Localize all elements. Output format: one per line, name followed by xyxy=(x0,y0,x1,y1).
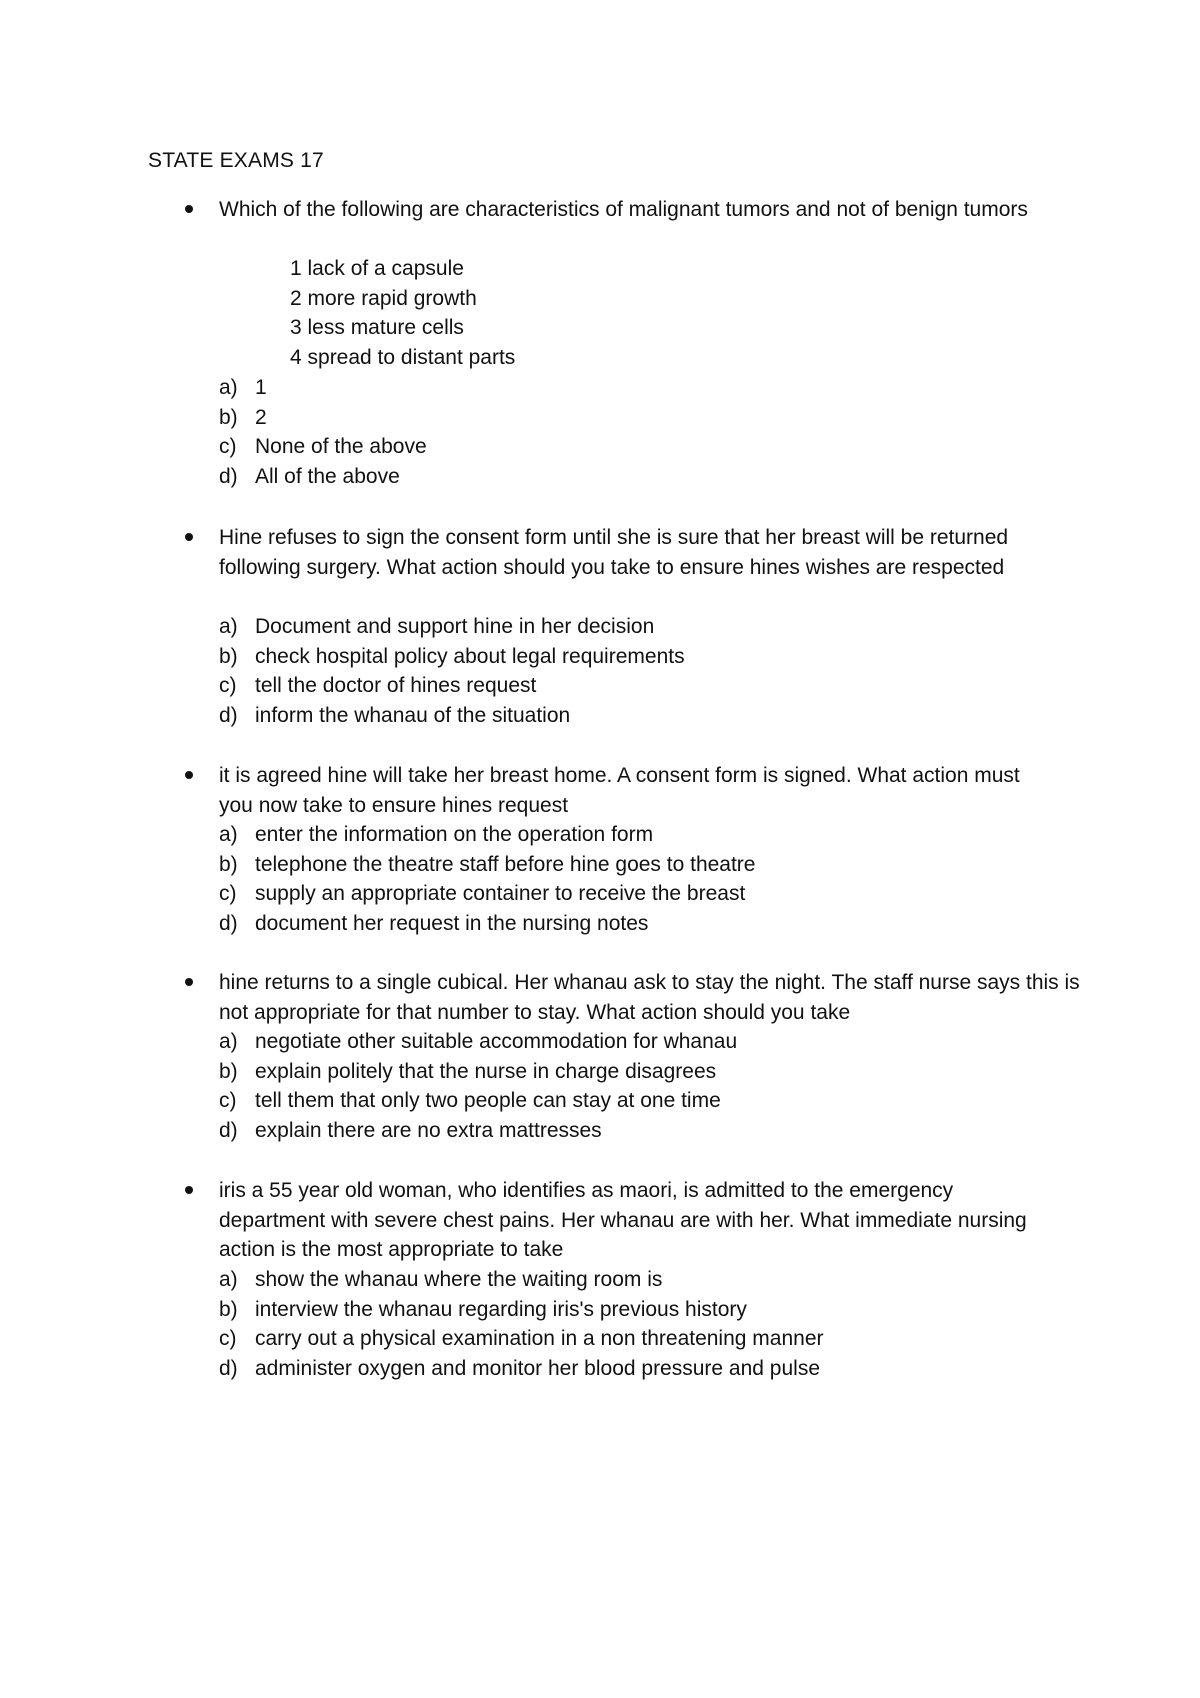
option-letter: b) xyxy=(219,852,238,876)
option-letter: b) xyxy=(219,644,238,668)
answer-option xyxy=(0,1027,1200,1057)
option-text: explain politely that the nurse in charge disagrees xyxy=(255,1059,717,1083)
option-text: carry out a physical examination in a non threatening manner xyxy=(255,1327,824,1351)
option-letter: c) xyxy=(219,882,237,906)
answer-option xyxy=(0,642,1200,672)
option-text: None of the above xyxy=(255,435,427,459)
option-text: supply an appropriate container to receive the breast xyxy=(255,882,746,906)
question-text: it is agreed hine will take her breast home. A consent form is signed. What action must you now take to ensure hines request xyxy=(219,764,1020,817)
option-letter: d) xyxy=(219,912,238,936)
answer-options xyxy=(0,1265,1200,1384)
answer-option xyxy=(0,820,1200,850)
answer-option xyxy=(0,462,1200,492)
answer-option xyxy=(0,612,1200,642)
answer-option xyxy=(0,1354,1200,1384)
answer-option xyxy=(0,1265,1200,1295)
answer-option xyxy=(0,850,1200,880)
answer-option xyxy=(0,1295,1200,1325)
answer-option xyxy=(0,1086,1200,1116)
option-letter: a) xyxy=(219,1268,238,1291)
answer-options xyxy=(0,612,1200,731)
option-letter: c) xyxy=(219,674,237,698)
question-text: Hine refuses to sign the consent form until she is sure that her breast will be returned following surgery. What action should you take to ensure hines wishes are respected xyxy=(219,526,1009,579)
option-letter: d) xyxy=(219,704,238,728)
option-text: enter the information on the operation form xyxy=(255,823,654,846)
criteria-item: 1 lack of a capsule xyxy=(290,257,464,280)
document-title: STATE EXAMS 17 xyxy=(148,149,324,172)
answer-option xyxy=(0,1324,1200,1354)
answer-option xyxy=(0,671,1200,701)
option-letter: a) xyxy=(219,823,238,846)
option-letter: c) xyxy=(219,1327,237,1351)
answer-options xyxy=(0,373,1200,492)
option-letter: d) xyxy=(219,465,238,489)
option-text: check hospital policy about legal requirements xyxy=(255,644,685,668)
answer-option xyxy=(0,373,1200,403)
option-letter: c) xyxy=(219,1089,237,1113)
option-letter: b) xyxy=(219,1297,238,1321)
option-text: administer oxygen and monitor her blood pressure and pulse xyxy=(255,1357,821,1381)
option-letter: a) xyxy=(219,615,238,638)
option-letter: a) xyxy=(219,376,238,399)
answer-option xyxy=(0,403,1200,433)
question-text: hine returns to a single cubical. Her whanau ask to stay the night. The staff nurse says this is not appropriate for that number to stay. What action should you take xyxy=(219,971,1080,1024)
bullet-icon xyxy=(185,771,193,779)
option-text: 1 xyxy=(255,376,267,399)
answer-option xyxy=(0,432,1200,462)
question-text: iris a 55 year old woman, who identifies as maori, is admitted to the emergency department with severe chest pains. Her whanau are with her. What immediate nursing action is the most appropriate to take xyxy=(219,1179,1027,1262)
option-letter: a) xyxy=(219,1030,238,1053)
option-letter: d) xyxy=(219,1119,238,1143)
option-letter: c) xyxy=(219,435,237,459)
answer-option xyxy=(0,879,1200,909)
answer-option xyxy=(0,1116,1200,1146)
option-text: tell them that only two people can stay at one time xyxy=(255,1089,721,1113)
criteria-list xyxy=(290,254,790,373)
bullet-icon xyxy=(185,205,193,213)
answer-option xyxy=(0,701,1200,731)
answer-options xyxy=(0,1027,1200,1146)
option-text: All of the above xyxy=(255,465,400,489)
option-text: 2 xyxy=(255,405,267,429)
option-text: explain there are no extra mattresses xyxy=(255,1119,602,1143)
question-text: Which of the following are characteristics of malignant tumors and not of benign tumors xyxy=(219,198,1028,221)
option-text: show the whanau where the waiting room is xyxy=(255,1268,663,1291)
option-text: negotiate other suitable accommodation for whanau xyxy=(255,1030,738,1053)
option-text: interview the whanau regarding iris's previous history xyxy=(255,1297,747,1321)
criteria-item: 3 less mature cells xyxy=(290,316,464,340)
option-text: tell the doctor of hines request xyxy=(255,674,537,698)
answer-options xyxy=(0,820,1200,939)
bullet-icon xyxy=(185,1186,193,1194)
option-text: telephone the theatre staff before hine goes to theatre xyxy=(255,852,756,876)
option-letter: d) xyxy=(219,1357,238,1381)
answer-option xyxy=(0,909,1200,939)
option-letter: b) xyxy=(219,1059,238,1083)
criteria-item: 4 spread to distant parts xyxy=(290,346,516,370)
answer-option xyxy=(0,1057,1200,1087)
option-text: document her request in the nursing notes xyxy=(255,912,649,936)
option-letter: b) xyxy=(219,405,238,429)
bullet-icon xyxy=(185,533,193,541)
bullet-icon xyxy=(185,978,193,986)
option-text: inform the whanau of the situation xyxy=(255,704,571,728)
option-text: Document and support hine in her decision xyxy=(255,615,655,638)
criteria-item: 2 more rapid growth xyxy=(290,286,477,310)
